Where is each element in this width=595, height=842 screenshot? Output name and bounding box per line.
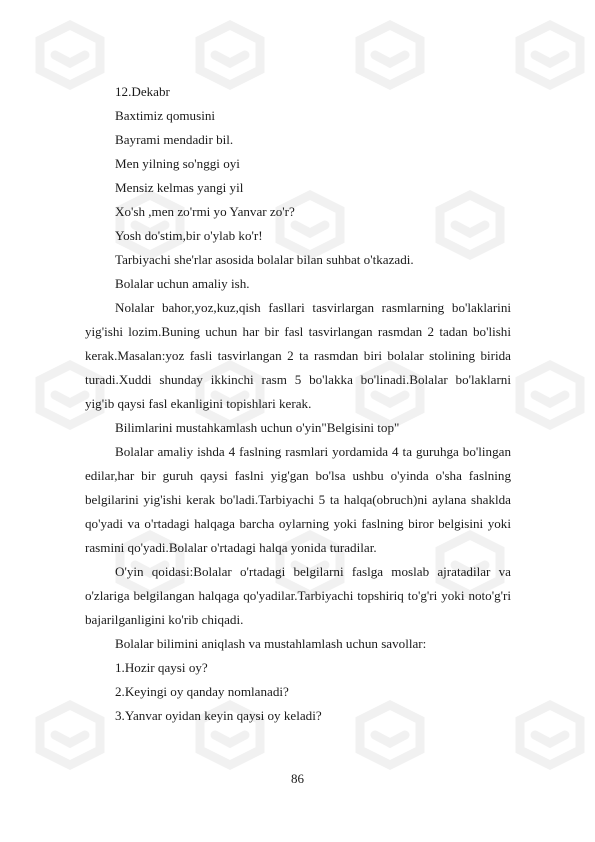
text-line: Tarbiyachi she'rlar asosida bolalar bilan suhbat o'tkazadi. [115,252,414,267]
document-body [85,80,511,728]
section-heading-practical-work: Bolalar uchun amaliy ish. [115,276,250,291]
section-heading-questions: Bolalar bilimini aniqlash va mustahlamlash uchun savollar: [115,636,427,651]
paragraph-game-rules: O'yin qoidasi:Bolalar o'rtadagi belgilarni faslga moslab ajratadilar va o'zlariga belgilangan halqaga qo'yadilar.Tarbiyachi topshiriq to'g'ri yoki noto'g'ri bajarilganligini ko'rib chiqadi. [85,564,511,627]
question-item: 1.Hozir qaysi oy? [115,660,208,675]
date-heading: 12.Dekabr [115,84,170,99]
page-number: 86 [291,771,304,786]
poem-line: Baxtimiz qomusini [115,108,216,123]
poem-line: Yosh do'stim,bir o'ylab ko'r! [115,228,263,243]
paragraph-game-description: Bolalar amaliy ishda 4 faslning rasmlari yordamida 4 ta guruhga bo'lingan edilar,har bir guruh qaysi faslni yig'gan bo'lsa ushbu o'yinda o'sha faslning belgilarini yig'ishi kerak bo'ladi.Tarbiyachi 5 ta halqa(obruch)ni aylana shaklda qo'yadi va o'rtadagi halqaga barcha oylarning yoki faslning biror belgisini yoki rasmini qo'yadi.Bolalar o'rtadagi halqa yonida turadilar. [85,444,511,555]
question-item: 2.Keyingi oy qanday nomlanadi? [115,684,289,699]
poem-line: Men yilning so'nggi oyi [115,156,240,171]
paragraph-practical-work: Nolalar bahor,yoz,kuz,qish fasllari tasvirlargan rasmlarning bo'laklarini yig'ishi lozim.Buning uchun har bir fasl tasvirlangan rasmdan 2 tadan bo'lishi kerak.Masalan:yoz fasli tasvirlangan 2 ta rasmdan biri bolalar stolining birida turadi.Xuddi shunday ikkinchi rasm 5 bo'lakka bo'linadi.Bolalar bo'laklarni yig'ib qaysi fasl ekanligini topishlari kerak. [85,300,511,411]
poem-line: Mensiz kelmas yangi yil [115,180,244,195]
poem-line: Bayrami mendadir bil. [115,132,234,147]
question-item: 3.Yanvar oyidan keyin qaysi oy keladi? [115,708,322,723]
section-heading-game: Bilimlarini mustahkamlash uchun o'yin"Belgisini top" [115,420,400,435]
poem-line: Xo'sh ,men zo'rmi yo Yanvar zo'r? [115,204,295,219]
